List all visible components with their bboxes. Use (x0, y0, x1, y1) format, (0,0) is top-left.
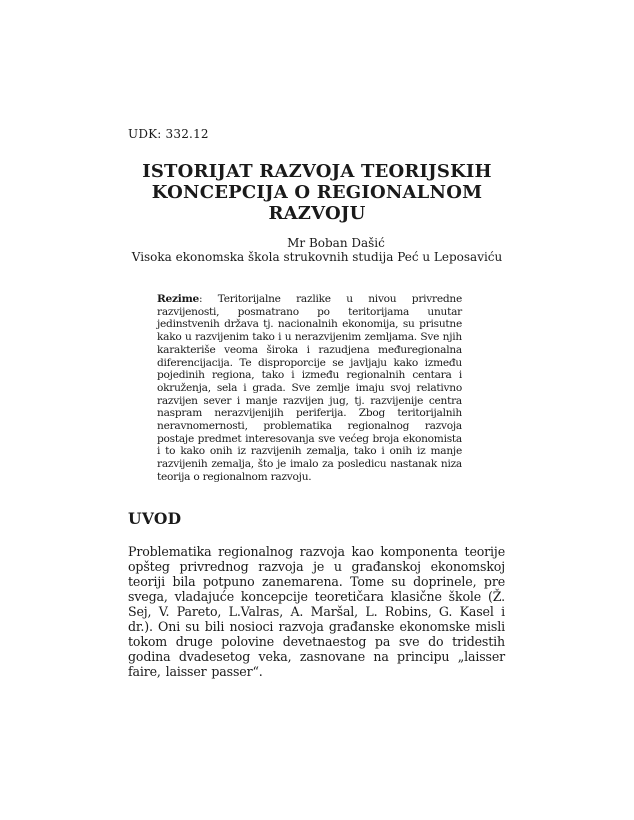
abstract-block (157, 293, 462, 484)
section-heading-uvod: UVOD (128, 509, 182, 528)
udk-number: UDK: 332.12 (128, 127, 209, 141)
intro-paragraph: Problematika regionalnog razvoja kao komponenta teorije opšteg privrednog razvoja je u građanskoj ekonomskoj teoriji bila potpuno zanemarena. Tome su doprinele, pre svega, vladajuće koncepcije teoretičara klasične škole (Ž. Sej, V. Pareto, L.Valras, A. Maršal, L. Robins, G. Kasel i dr.). Oni su bili nosioci razvoja građanske ekonomske misli tokom druge polovine devetnaestog pa sve do tridestih godina dvadesetog veka, zasnovane na principu „laisser faire, laisser passer“. (128, 544, 505, 679)
abstract-text: : Teritorijalne razlike u nivou privredne razvijenosti, posmatrano po teritorijama unutar jedinstvenih država tj. nacionalnih ekonomija, su prisutne kako u razvijenim tako i u nerazvijenim zemljama. Sve njih karakteriše veoma široka i razudjena međuregionalna diferencijacija. Te disproporcije se javljaju kako između pojedinih regiona, tako i između regionalnih centara i okruženja, sela i grada. Sve zemlje imaju svoj relativno razvijen sever i manje razvijen jug, tj. razvijenije centra naspram nerazvijenijih periferija. Zbog teritorijalnih neravnomernosti, problematika regionalnog razvoja postaje predmet interesovanja sve većeg broja ekonomista i to kako onih iz razvijenih zemalja, tako i onih iz manje razvijenih zemalja, što je imalo za posledicu nastanak niza teorija o regionalnom razvoju. (157, 293, 462, 483)
author-affiliation: Visoka ekonomska škola strukovnih studija Peć u Leposaviću (131, 250, 503, 264)
abstract-label: Rezime (157, 293, 200, 305)
author-name: Mr Boban Dašić (287, 236, 385, 250)
paper-title: ISTORIJAT RAZVOJA TEORIJSKIH KONCEPCIJA O REGIONALNOM RAZVOJU (142, 161, 492, 224)
